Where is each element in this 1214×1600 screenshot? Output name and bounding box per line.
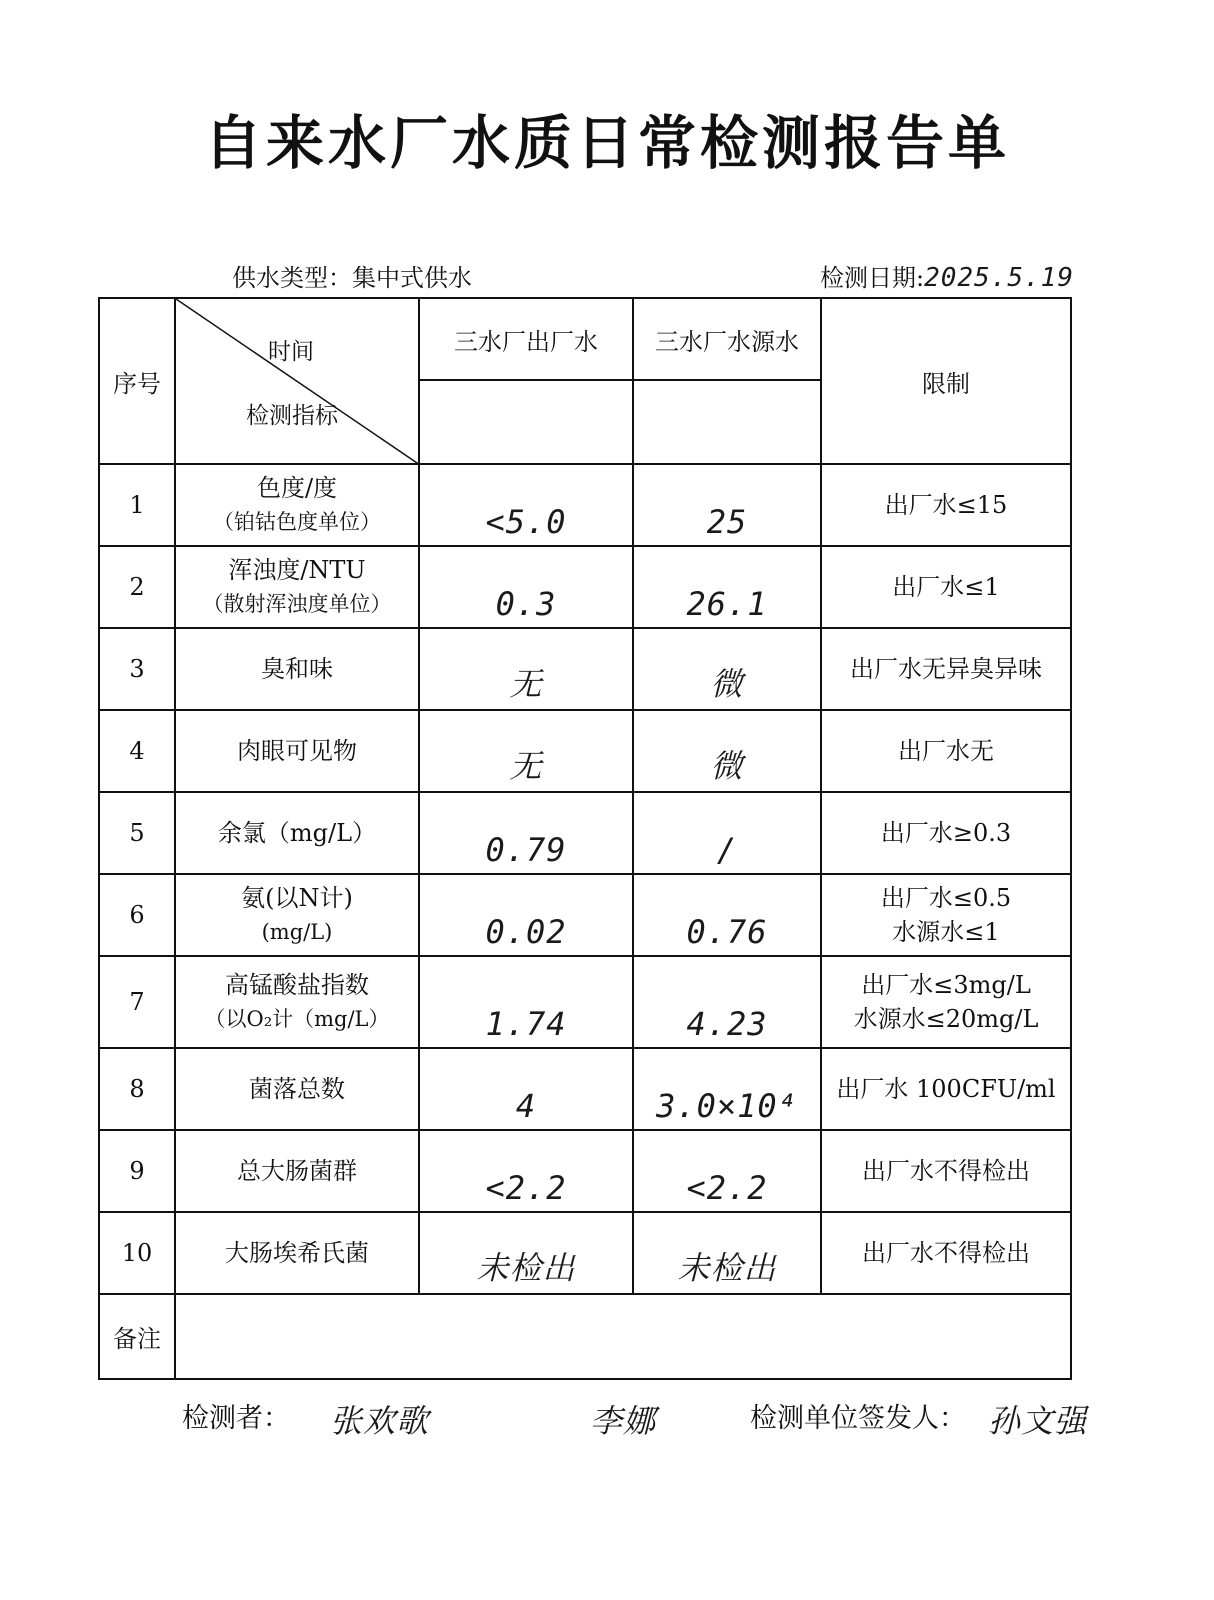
indicator-name: 余氯（mg/L） [217, 819, 377, 847]
limit-cell [821, 792, 1071, 874]
report-title: 自来水厂水质日常检测报告单 [203, 109, 1010, 177]
table-row [99, 1130, 1071, 1212]
source-value: 4.23 [633, 956, 821, 1048]
limit-line-1: 出厂水≥0.3 [880, 819, 1012, 847]
supply-type [232, 258, 472, 293]
indicator-cell [175, 464, 419, 546]
limit-line-1: 出厂水 100CFU/ml [836, 1075, 1056, 1103]
indicator-name: 氨(以N计) [241, 884, 353, 912]
limit-cell [821, 1130, 1071, 1212]
limit-line-1: 出厂水≤3mg/L [861, 971, 1031, 999]
indicator-name: 高锰酸盐指数 [225, 971, 369, 999]
report-table [98, 297, 1072, 1380]
limit-cell [821, 956, 1071, 1048]
row-seq: 5 [99, 792, 175, 874]
limit-line-1: 出厂水≤15 [884, 491, 1008, 519]
table-row [99, 464, 1071, 546]
indicator-cell [175, 710, 419, 792]
limit-line-1: 出厂水≤0.5 [880, 884, 1012, 912]
source-value: 未检出 [633, 1212, 821, 1294]
row-seq: 2 [99, 546, 175, 628]
limit-cell [821, 546, 1071, 628]
table-row [99, 1048, 1071, 1130]
outlet-value: 0.3 [419, 546, 633, 628]
outlet-value: 0.79 [419, 792, 633, 874]
outlet-time-cell [419, 380, 633, 464]
source-value: 微 [633, 710, 821, 792]
table-row [99, 792, 1071, 874]
indicator-unit: (mg/L) [261, 920, 333, 944]
row-seq: 10 [99, 1212, 175, 1294]
table-row [99, 874, 1071, 956]
indicator-unit: （散射浑浊度单位） [202, 592, 392, 616]
diagonal-line [176, 299, 420, 465]
table-row [99, 1212, 1071, 1294]
limit-cell [821, 1048, 1071, 1130]
outlet-value: 0.02 [419, 874, 633, 956]
outlet-value: <5.0 [419, 464, 633, 546]
source-value: 25 [633, 464, 821, 546]
header-seq: 序号 [99, 298, 175, 464]
source-time-cell [633, 380, 821, 464]
source-value: / [633, 792, 821, 874]
notes-value [175, 1294, 1071, 1379]
limit-cell [821, 628, 1071, 710]
limit-line-1: 出厂水≤1 [892, 573, 1000, 601]
tester-signature-1: 张欢歌 [330, 1402, 430, 1440]
row-seq: 6 [99, 874, 175, 956]
indicator-cell [175, 956, 419, 1048]
outlet-value: 4 [419, 1048, 633, 1130]
table-row [99, 628, 1071, 710]
supply-type-value: 集中式供水 [352, 264, 472, 292]
outlet-value: <2.2 [419, 1130, 633, 1212]
outlet-value: 1.74 [419, 956, 633, 1048]
test-date-label: 检测日期: [820, 264, 925, 292]
tester-signature-2: 李娜 [590, 1402, 657, 1440]
header-indicator: 检测指标 [246, 403, 338, 429]
limit-line-1: 出厂水不得检出 [862, 1239, 1030, 1267]
outlet-value: 未检出 [419, 1212, 633, 1294]
limit-line-2: 水源水≤20mg/L [853, 1005, 1039, 1033]
row-seq: 7 [99, 956, 175, 1048]
header-diagonal-cell [175, 298, 419, 464]
indicator-cell [175, 628, 419, 710]
indicator-cell [175, 792, 419, 874]
header-time: 时间 [268, 339, 314, 365]
issuer-label: 检测单位签发人： [750, 1403, 966, 1434]
outlet-value: 无 [419, 710, 633, 792]
test-date-value: 2025.5.19 [924, 263, 1074, 293]
indicator-unit: （铂钴色度单位） [213, 510, 381, 534]
indicator-cell [175, 1130, 419, 1212]
indicator-unit: （以O₂计（mg/L） [204, 1007, 390, 1031]
issuer-signature: 孙文强 [988, 1402, 1088, 1440]
table-row [99, 546, 1071, 628]
outlet-value: 无 [419, 628, 633, 710]
indicator-cell [175, 1048, 419, 1130]
row-seq: 8 [99, 1048, 175, 1130]
source-value: <2.2 [633, 1130, 821, 1212]
indicator-name: 色度/度 [256, 474, 338, 502]
source-value: 0.76 [633, 874, 821, 956]
indicator-cell [175, 1212, 419, 1294]
table-row [99, 956, 1071, 1048]
indicator-name: 总大肠菌群 [237, 1157, 357, 1185]
row-seq: 4 [99, 710, 175, 792]
limit-line-1: 出厂水无 [898, 737, 994, 765]
indicator-name: 大肠埃希氏菌 [225, 1239, 369, 1267]
limit-line-2: 水源水≤1 [892, 918, 1000, 946]
row-seq: 3 [99, 628, 175, 710]
header-outlet: 三水厂出厂水 [419, 298, 633, 380]
limit-cell [821, 710, 1071, 792]
tester-label: 检测者： [182, 1403, 290, 1434]
limit-cell [821, 464, 1071, 546]
indicator-name: 浑浊度/NTU [228, 556, 366, 584]
limit-cell [821, 1212, 1071, 1294]
limit-line-1: 出厂水不得检出 [862, 1157, 1030, 1185]
row-seq: 9 [99, 1130, 175, 1212]
indicator-cell [175, 874, 419, 956]
table-body [99, 464, 1071, 1294]
source-value: 微 [633, 628, 821, 710]
table-row [99, 710, 1071, 792]
indicator-name: 肉眼可见物 [237, 737, 357, 765]
indicator-name: 菌落总数 [249, 1075, 345, 1103]
supply-type-label: 供水类型： [232, 264, 352, 292]
indicator-name: 臭和味 [261, 655, 333, 683]
header-source: 三水厂水源水 [633, 298, 821, 380]
notes-label: 备注 [99, 1294, 175, 1379]
limit-line-1: 出厂水无异臭异味 [850, 655, 1042, 683]
indicator-cell [175, 546, 419, 628]
limit-cell [821, 874, 1071, 956]
test-date [820, 258, 1074, 293]
source-value: 3.0×10⁴ [633, 1048, 821, 1130]
source-value: 26.1 [633, 546, 821, 628]
row-seq: 1 [99, 464, 175, 546]
header-limit: 限制 [821, 298, 1071, 464]
